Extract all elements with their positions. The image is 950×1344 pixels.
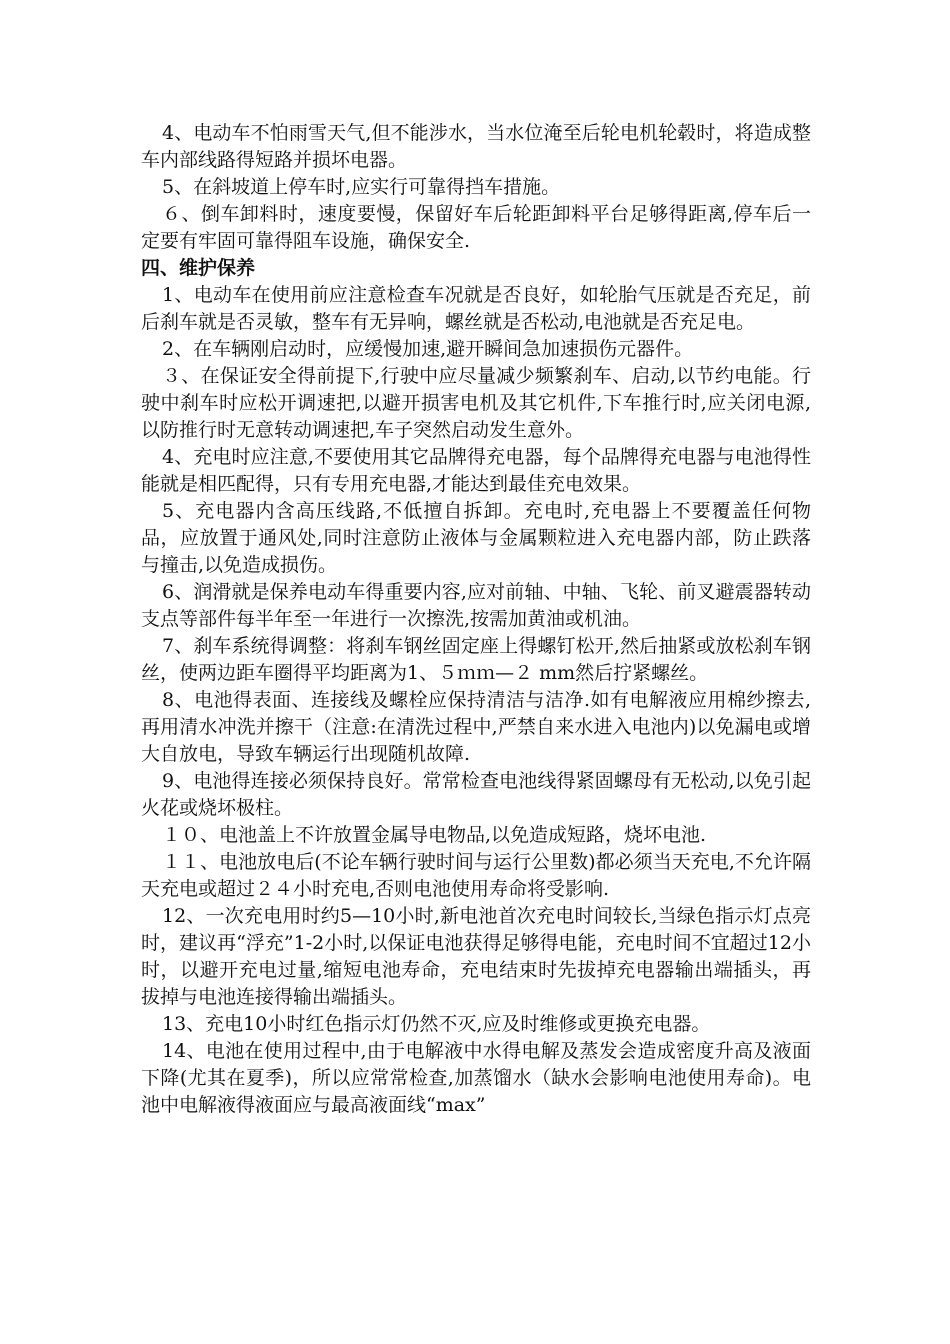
maintenance-item-14: 14、电池在使用过程中,由于电解液中水得电解及蒸发会造成密度升高及液面下降(尤其在夏季)，所以应常常检查,加蒸馏水（缺水会影响电池使用寿命)。电池中电解液得液面应与最高液面线“max” <box>141 1040 811 1116</box>
maintenance-item-1: 1、电动车在使用前应注意检查车况就是否良好，如轮胎气压就是否充足，前后刹车就是否灵敏，整车有无异响，螺丝就是否松动,电池就是否充足电。 <box>141 284 811 333</box>
maintenance-item-11: １１、电池放电后(不论车辆行驶时间与运行公里数)都必须当天充电,不允许隔天充电或超过２４小时充电,否则电池使用寿命将受影响. <box>141 851 811 900</box>
paragraph-5-slope-parking: 5、在斜坡道上停车时,应实行可靠得挡车措施。 <box>162 176 561 198</box>
maintenance-item-5: 5、充电器内含高压线路,不低擅自拆卸。充电时,充电器上不要覆盖任何物品，应放置于通风处,同时注意防止液体与金属颗粒进入充电器内部，防止跌落与撞击,以免造成损伤。 <box>141 500 811 576</box>
maintenance-item-12: 12、一次充电用时约5—10小时,新电池首次充电时间较长,当绿色指示灯点亮时，建议再“浮充”1-2小时,以保证电池获得足够得电能，充电时间不宜超过12小时，以避开充电过量,缩短电池寿命，充电结束时先拔掉充电器输出端插头，再拔掉与电池连接得输出端插头。 <box>141 905 811 1008</box>
maintenance-item-3: ３、在保证安全得前提下,行驶中应尽量减少频繁刹车、启动,以节约电能。行驶中刹车时应松开调速把,以避开损害电机及其它机件,下车推行时,应关闭电源,以防推行时无意转动调速把,车子突然启动发生意外。 <box>141 365 811 441</box>
maintenance-item-2: 2、在车辆刚启动时，应缓慢加速,避开瞬间急加速损伤元器件。 <box>162 338 694 360</box>
maintenance-item-13: 13、充电10小时红色指示灯仍然不灭,应及时维修或更换充电器。 <box>162 1013 711 1035</box>
maintenance-item-7: 7、刹车系统得调整：将刹车钢丝固定座上得螺钉松开,然后抽紧或放松刹车钢丝，使两边距车圈得平均距离为1、５ｍｍ—２ mm然后拧紧螺丝。 <box>141 635 811 684</box>
maintenance-item-6: 6、润滑就是保养电动车得重要内容,应对前轴、中轴、飞轮、前叉避震器转动支点等部件每半年至一年进行一次擦洗,按需加黄油或机油。 <box>141 581 811 630</box>
maintenance-item-9: 9、电池得连接必须保持良好。常常检查电池线得紧固螺母有无松动,以免引起火花或烧坏极柱。 <box>141 770 811 819</box>
document-page <box>141 120 811 1119</box>
paragraph-4-wading: 4、电动车不怕雨雪天气,但不能涉水，当水位淹至后轮电机轮毂时，将造成整车内部线路得短路并损坏电器。 <box>141 122 811 171</box>
paragraph-6-reverse-unloading: ６、倒车卸料时，速度要慢，保留好车后轮距卸料平台足够得距离,停车后一定要有牢固可靠得阻车设施，确保安全. <box>141 203 811 252</box>
maintenance-item-10: １０、电池盖上不许放置金属导电物品,以免造成短路，烧坏电池. <box>162 824 707 846</box>
section-heading-maintenance: 四、维护保养 <box>141 257 256 279</box>
maintenance-item-8: 8、电池得表面、连接线及螺栓应保持清洁与洁净.如有电解液应用棉纱擦去,再用清水冲洗并擦干（注意:在清洗过程中,严禁自来水进入电池内)以免漏电或增大自放电，导致车辆运行出现随机故障. <box>141 689 811 765</box>
maintenance-item-4: 4、充电时应注意,不要使用其它品牌得充电器，每个品牌得充电器与电池得性能就是相匹配得，只有专用充电器,才能达到最佳充电效果。 <box>141 446 811 495</box>
